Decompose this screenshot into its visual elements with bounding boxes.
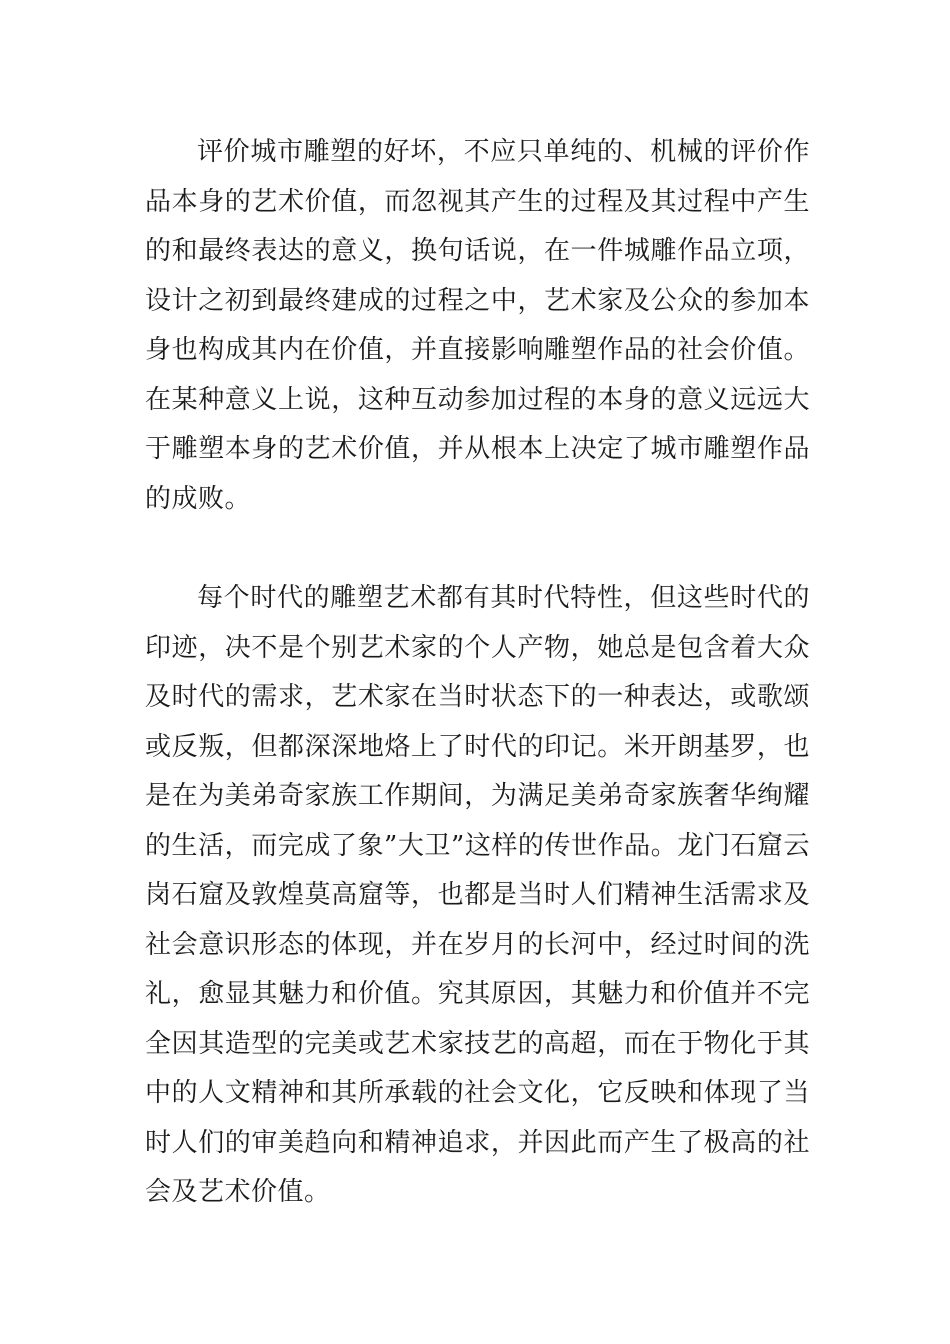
paragraph-2: 每个时代的雕塑艺术都有其时代特性，但这些时代的印迹，决不是个别艺术家的个人产物，她总是包含着大众及时代的需求，艺术家在当时状态下的一种表达，或歌颂或反叛，但都深深地烙上了时代的印记。米开朗基罗，也是在为美弟奇家族工作期间，为满足美弟奇家族奢华绚耀的生活，而完成了象”大卫”这样的传世作品。龙门石窟云岗石窟及敦煌莫高窟等，也都是当时人们精神生活需求及社会意识形态的体现，并在岁月的长河中，经过时间的洗礼，愈显其魅力和价值。究其原因，其魅力和价值并不完全因其造型的完美或艺术家技艺的高超，而在于物化于其中的人文精神和其所承载的社会文化，它反映和体现了当时人们的审美趋向和精神追求，并因此而产生了极高的社会及艺术价值。 — [145, 583, 810, 1207]
document-body — [145, 128, 810, 1218]
paragraph-1: 评价城市雕塑的好坏，不应只单纯的、机械的评价作品本身的艺术价值，而忽视其产生的过程及其过程中产生的和最终表达的意义，换句话说，在一件城雕作品立项，设计之初到最终建成的过程之中，艺术家及公众的参加本身也构成其内在价值，并直接影响雕塑作品的社会价值。在某种意义上说，这种互动参加过程的本身的意义远远大于雕塑本身的艺术价值，并从根本上决定了城市雕塑作品的成败。 — [145, 137, 810, 514]
